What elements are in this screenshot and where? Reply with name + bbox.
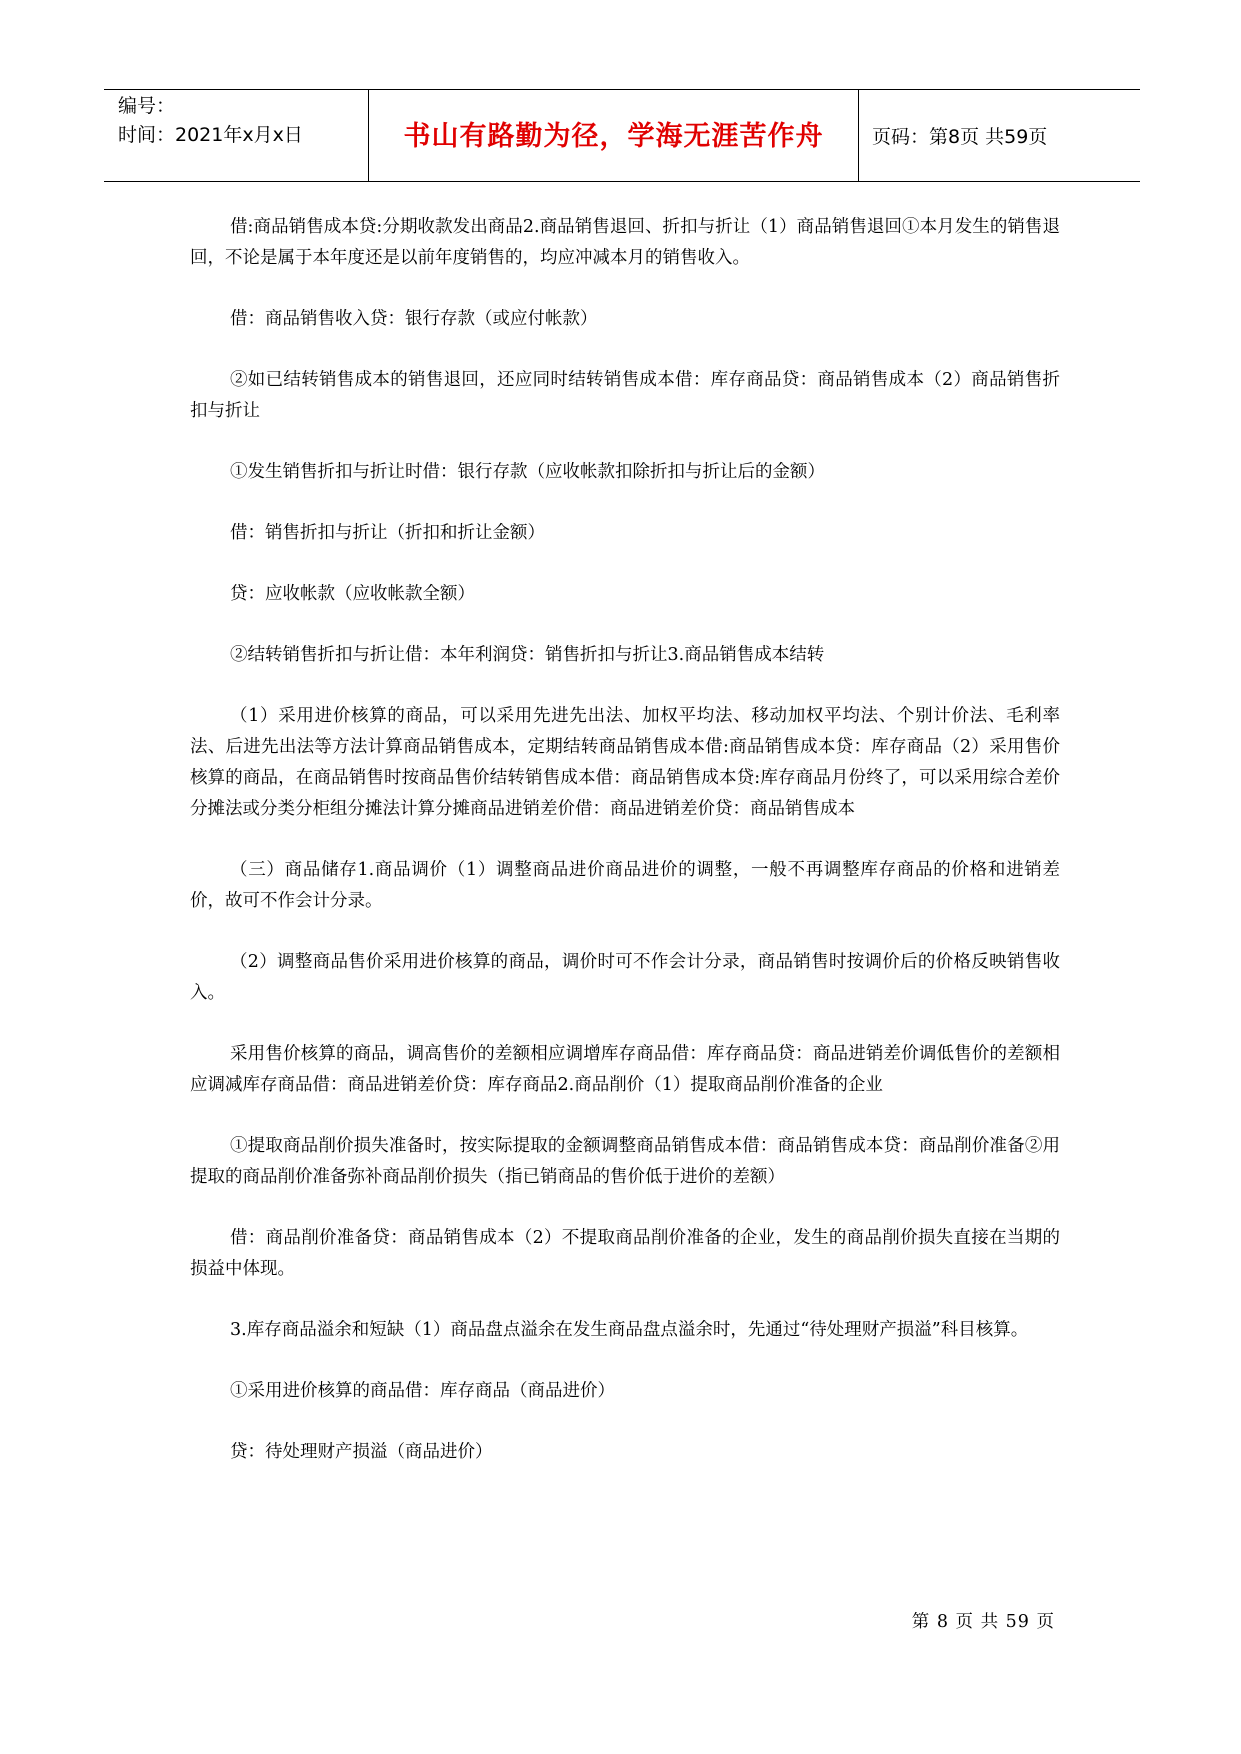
page-header bbox=[104, 89, 1140, 182]
page-footer: 第 8 页 共 59 页 bbox=[911, 1612, 1055, 1632]
header-page-info: 页码：第8页 共59页 bbox=[872, 126, 1048, 148]
header-divider bbox=[858, 90, 859, 181]
header-meta bbox=[118, 92, 368, 150]
paragraph: ②结转销售折扣与折让借：本年利润贷：销售折扣与折让3.商品销售成本结转 bbox=[230, 645, 825, 665]
paragraph: ①采用进价核算的商品借：库存商品（商品进价） bbox=[230, 1381, 615, 1401]
paragraph: ②如已结转销售成本的销售退回，还应同时结转销售成本借：库存商品贷：商品销售成本（2）商品销售折扣与折让 bbox=[190, 370, 1060, 421]
paragraph: （2）调整商品售价采用进价核算的商品，调价时可不作会计分录，商品销售时按调价后的价格反映销售收入。 bbox=[190, 952, 1060, 1003]
paragraph: ①提取商品削价损失准备时，按实际提取的金额调整商品销售成本借：商品销售成本贷：商品削价准备②用提取的商品削价准备弥补商品削价损失（指已销商品的售价低于进价的差额） bbox=[190, 1136, 1060, 1187]
paragraph: 3.库存商品溢余和短缺（1）商品盘点溢余在发生商品盘点溢余时，先通过“待处理财产损溢”科目核算。 bbox=[230, 1320, 1029, 1340]
paragraph: 借：销售折扣与折让（折扣和折让金额） bbox=[230, 523, 545, 543]
document-number-label: 编号： bbox=[118, 95, 176, 117]
document-body bbox=[190, 212, 1060, 1498]
paragraph: 贷：待处理财产损溢（商品进价） bbox=[230, 1442, 493, 1462]
paragraph: 借：商品削价准备贷：商品销售成本（2）不提取商品削价准备的企业，发生的商品削价损失直接在当期的损益中体现。 bbox=[190, 1228, 1060, 1279]
paragraph: 借：商品销售收入贷：银行存款（或应付帐款） bbox=[230, 309, 598, 329]
paragraph: 采用售价核算的商品，调高售价的差额相应调增库存商品借：库存商品贷：商品进销差价调低售价的差额相应调减库存商品借：商品进销差价贷：库存商品2.商品削价（1）提取商品削价准备的企业 bbox=[190, 1044, 1060, 1095]
paragraph: 借:商品销售成本贷:分期收款发出商品2.商品销售退回、折扣与折让（1）商品销售退回①本月发生的销售退回，不论是属于本年度还是以前年度销售的，均应冲减本月的销售收入。 bbox=[190, 217, 1060, 268]
paragraph: （三）商品储存1.商品调价（1）调整商品进价商品进价的调整，一般不再调整库存商品的价格和进销差价，故可不作会计分录。 bbox=[190, 860, 1060, 911]
paragraph: 贷：应收帐款（应收帐款全额） bbox=[230, 584, 475, 604]
paragraph: ①发生销售折扣与折让时借：银行存款（应收帐款扣除折扣与折让后的金额） bbox=[230, 462, 825, 482]
header-motto: 书山有路勤为径，学海无涯苦作舟 bbox=[403, 121, 824, 152]
document-time: 时间：2021年x月x日 bbox=[118, 124, 303, 146]
paragraph: （1）采用进价核算的商品，可以采用先进先出法、加权平均法、移动加权平均法、个别计价法、毛利率法、后进先出法等方法计算商品销售成本，定期结转商品销售成本借:商品销售成本贷：库存商品（2）采用售价核算的商品，在商品销售时按商品售价结转销售成本借：商品销售成本贷:库存商品月份终了，可以采用综合差价分摊法或分类分柜组分摊法计算分摊商品进销差价借：商品进销差价贷：商品销售成本 bbox=[190, 706, 1060, 819]
